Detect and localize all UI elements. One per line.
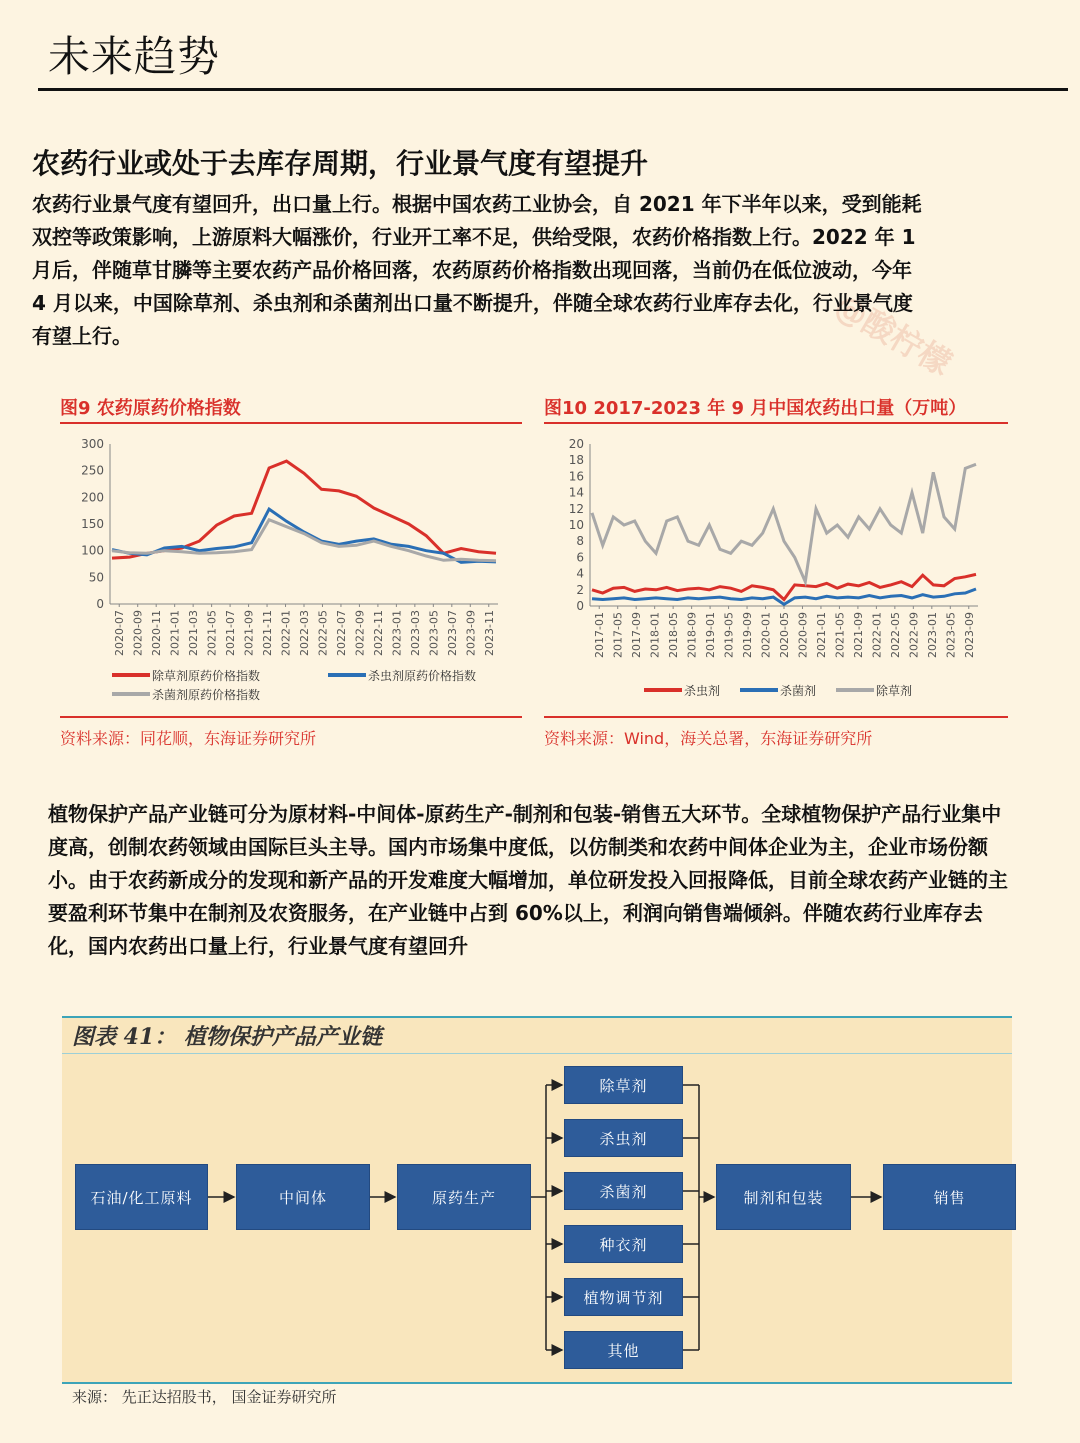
- legend-label: 除草剂: [876, 684, 913, 698]
- node-sales: 销售: [883, 1164, 1016, 1230]
- y-tick-label: 250: [81, 463, 104, 478]
- legend-label: 除草剂原药价格指数: [152, 669, 261, 683]
- node-insecticide: 杀虫剂: [564, 1119, 683, 1157]
- x-tick-label: 2021-11: [261, 610, 275, 656]
- paragraph-1: 农药行业景气度有望回升，出口量上行。根据中国农药工业协会，自 2021 年下半年以来，受到能耗双控等政策影响，上游原料大幅涨价，行业开工率不足，供给受限，农药价格指数上行。2022 年 1 月后，伴随草甘膦等主要农药产品价格回落，农药原药价格指数出现回落，当前仍在低位波动，今年 4 月以来，中国除草剂、杀虫剂和杀菌剂出口量不断提升，伴随全球农药行业库存去化，行业景气度有望上行。: [32, 192, 922, 348]
- x-tick-label: 2022-05: [888, 612, 902, 658]
- x-tick-label: 2023-07: [445, 610, 459, 656]
- x-tick-label: 2020-05: [778, 612, 791, 658]
- x-tick-label: 2019-05: [722, 612, 736, 658]
- y-tick-label: 14: [568, 485, 584, 500]
- y-tick-label: 6: [576, 550, 584, 565]
- legend-label: 杀菌剂: [780, 684, 817, 698]
- x-tick-label: 2022-09: [353, 610, 367, 656]
- x-tick-label: 2021-09: [851, 612, 865, 658]
- node-fungicide: 杀菌剂: [564, 1172, 683, 1210]
- x-tick-label: 2020-07: [113, 610, 127, 656]
- node-herbicide: 除草剂: [564, 1066, 683, 1104]
- x-tick-label: 2017-05: [611, 612, 625, 658]
- x-tick-label: 2021-09: [242, 610, 256, 656]
- node-intermediate: 中间体: [236, 1164, 370, 1230]
- node-formulation-packaging: 制剂和包装: [716, 1164, 851, 1230]
- y-tick-label: 8: [576, 534, 584, 549]
- x-tick-label: 2021-05: [833, 612, 847, 658]
- fig10-title: 图10 2017-2023 年 9 月中国农药出口量（万吨）: [544, 398, 967, 419]
- x-tick-label: 2022-01: [279, 610, 293, 656]
- section-heading: 农药行业或处于去库存周期，行业景气度有望提升: [32, 147, 649, 180]
- x-tick-label: 2022-05: [316, 610, 330, 656]
- node-other: 其他: [564, 1331, 683, 1369]
- x-tick-label: 2020-09: [796, 612, 810, 658]
- diagram-source: 来源： 先正达招股书， 国金证券研究所: [72, 1388, 337, 1406]
- x-tick-label: 2023-11: [482, 610, 496, 656]
- x-tick-label: 2019-09: [741, 612, 755, 658]
- x-tick-label: 2023-01: [390, 610, 404, 656]
- x-tick-label: 2021-01: [168, 610, 182, 656]
- legend-label: 杀虫剂: [684, 684, 721, 698]
- x-tick-label: 2023-09: [962, 612, 976, 658]
- x-tick-label: 2021-01: [814, 612, 828, 658]
- x-tick-label: 2023-05: [944, 612, 958, 658]
- y-tick-label: 300: [81, 437, 104, 451]
- node-raw-materials: 石油/化工原料: [75, 1164, 208, 1230]
- x-tick-label: 2020-09: [131, 610, 145, 656]
- watermark: @酸柠檬: [828, 286, 958, 384]
- x-tick-label: 2019-01: [704, 612, 718, 658]
- node-api-production: 原药生产: [397, 1164, 531, 1230]
- fig10-source: 资料来源：Wind，海关总署，东海证券研究所: [544, 729, 873, 748]
- x-tick-label: 2023-03: [408, 610, 422, 656]
- x-tick-label: 2021-05: [205, 610, 219, 656]
- x-tick-label: 2017-01: [593, 612, 607, 658]
- y-tick-label: 18: [568, 453, 584, 468]
- x-tick-label: 2022-03: [298, 610, 311, 656]
- x-tick-label: 2020-11: [150, 610, 164, 656]
- y-tick-label: 150: [81, 517, 104, 531]
- y-tick-label: 4: [576, 566, 584, 581]
- x-tick-label: 2022-01: [870, 612, 884, 658]
- x-tick-label: 2020-01: [759, 612, 773, 658]
- x-tick-label: 2022-11: [371, 610, 385, 656]
- fig9-title: 图9 农药原药价格指数: [60, 398, 241, 419]
- x-tick-label: 2022-09: [907, 612, 921, 658]
- x-tick-label: 2021-03: [187, 610, 201, 656]
- y-tick-label: 12: [568, 501, 584, 516]
- diagram-title: 图表 41： 植物保护产品产业链: [72, 1024, 382, 1050]
- y-tick-label: 2: [576, 582, 584, 597]
- x-tick-label: 2023-05: [427, 610, 441, 656]
- y-tick-label: 10: [568, 518, 584, 532]
- x-tick-label: 2022-07: [334, 610, 348, 656]
- x-tick-label: 2017-09: [630, 612, 644, 658]
- y-tick-label: 0: [96, 597, 104, 611]
- x-tick-label: 2018-09: [685, 612, 699, 658]
- x-tick-label: 2018-05: [667, 612, 681, 658]
- x-tick-label: 2023-09: [464, 610, 478, 656]
- y-tick-label: 20: [568, 437, 584, 451]
- y-tick-label: 16: [568, 469, 584, 484]
- page-title: 未来趋势: [48, 32, 221, 81]
- x-tick-label: 2021-07: [224, 610, 238, 656]
- legend-label: 杀虫剂原药价格指数: [368, 669, 477, 683]
- x-tick-label: 2023-01: [925, 612, 939, 658]
- legend-label: 杀菌剂原药价格指数: [152, 688, 261, 702]
- paragraph-2: 植物保护产品产业链可分为原材料-中间体-原药生产-制剂和包装-销售五大环节。全球植物保护产品行业集中度高，创制农药领域由国际巨头主导。国内市场集中度低，以仿制类和农药中间体企业为主，企业市场份额小。由于农药新成分的发现和新产品的开发难度大幅增加，单位研发投入回报降低，目前全球农药产业链的主要盈利环节集中在制剂及农资服务，在产业链中占到 60%以上，利润向销售端倾斜。伴随农药行业库存去化，国内农药出口量上行，行业景气度有望回升: [48, 802, 1008, 958]
- x-tick-label: 2018-01: [648, 612, 662, 658]
- y-tick-label: 0: [576, 599, 584, 613]
- node-seed-coating: 种衣剂: [564, 1225, 683, 1263]
- y-tick-label: 50: [88, 570, 104, 585]
- node-plant-regulator: 植物调节剂: [564, 1278, 683, 1316]
- y-tick-label: 100: [81, 543, 104, 558]
- fig9-source: 资料来源：同花顺，东海证券研究所: [60, 729, 317, 748]
- y-tick-label: 200: [81, 490, 104, 505]
